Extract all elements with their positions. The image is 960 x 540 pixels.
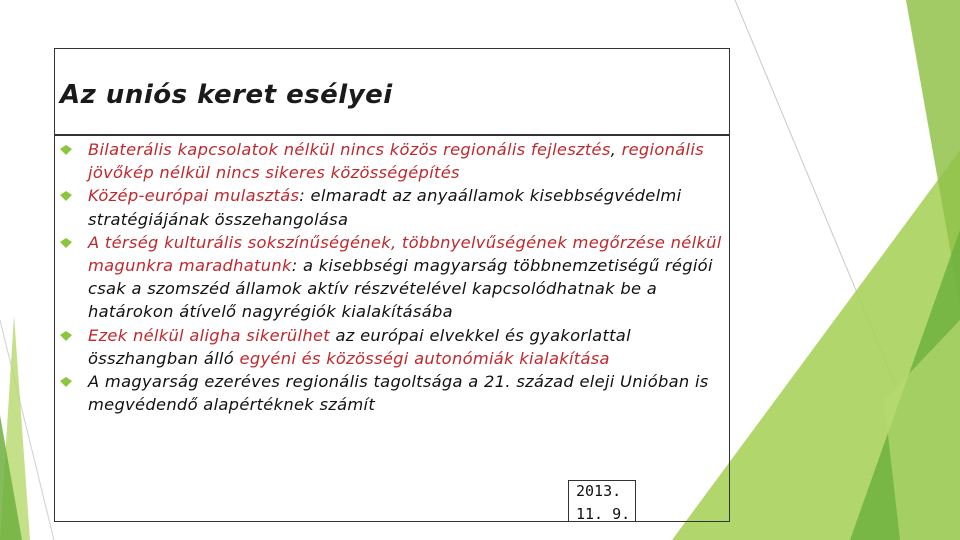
bullet-text: A magyarság ezeréves regionális tagoltsága a 21. század eleji Unióban is megvédendő alapértéknek számít (88, 372, 709, 415)
bullet-text: : a kisebbségi magyarság többnemzetiségű régiói csak a szomszéd államok aktív részvételével kapcsolódhatnak be a határokon átívelő nagyrégiók kialakításába (88, 256, 713, 322)
date-line-2: 11. 9. (576, 505, 631, 523)
diamond-bullet-icon (60, 191, 72, 201)
highlighted-text: A térség kulturális sokszínűségének, többnyelvűségének megőrzése nélkül magunkra maradhatunk (88, 232, 722, 276)
bullet-item (60, 370, 728, 416)
bullet-list (60, 138, 728, 416)
bullet-item (60, 184, 728, 230)
highlighted-text: Ezek nélkül aligha sikerülhet (88, 325, 330, 345)
highlighted-text: Bilaterális kapcsolatok nélkül nincs közös regionális fejlesztés (88, 140, 611, 159)
bullet-item (60, 231, 728, 324)
diamond-bullet-icon (60, 238, 72, 248)
bullet-text: , (610, 140, 622, 159)
bullet-text: : elmaradt az anyaállamok kisebbségvédelmi stratégiájának összehangolása (88, 186, 682, 229)
diamond-bullet-icon (60, 331, 72, 341)
bullet-text: az európai elvekkel és gyakorlattal összhangban álló (88, 325, 631, 368)
slide-title: Az uniós keret esélyei (60, 80, 393, 110)
highlighted-text: regionális jövőkép nélkül nincs sikeres közösségépítés (88, 140, 704, 183)
bullet-item (60, 324, 728, 370)
date-line-1: 2013. (576, 482, 622, 500)
diamond-bullet-icon (60, 145, 72, 155)
bullet-item (60, 138, 728, 184)
diamond-bullet-icon (60, 377, 72, 387)
highlighted-text: egyéni és közösségi autonómiák kialakítása (239, 348, 610, 368)
highlighted-text: Közép-európai mulasztás (88, 186, 300, 206)
